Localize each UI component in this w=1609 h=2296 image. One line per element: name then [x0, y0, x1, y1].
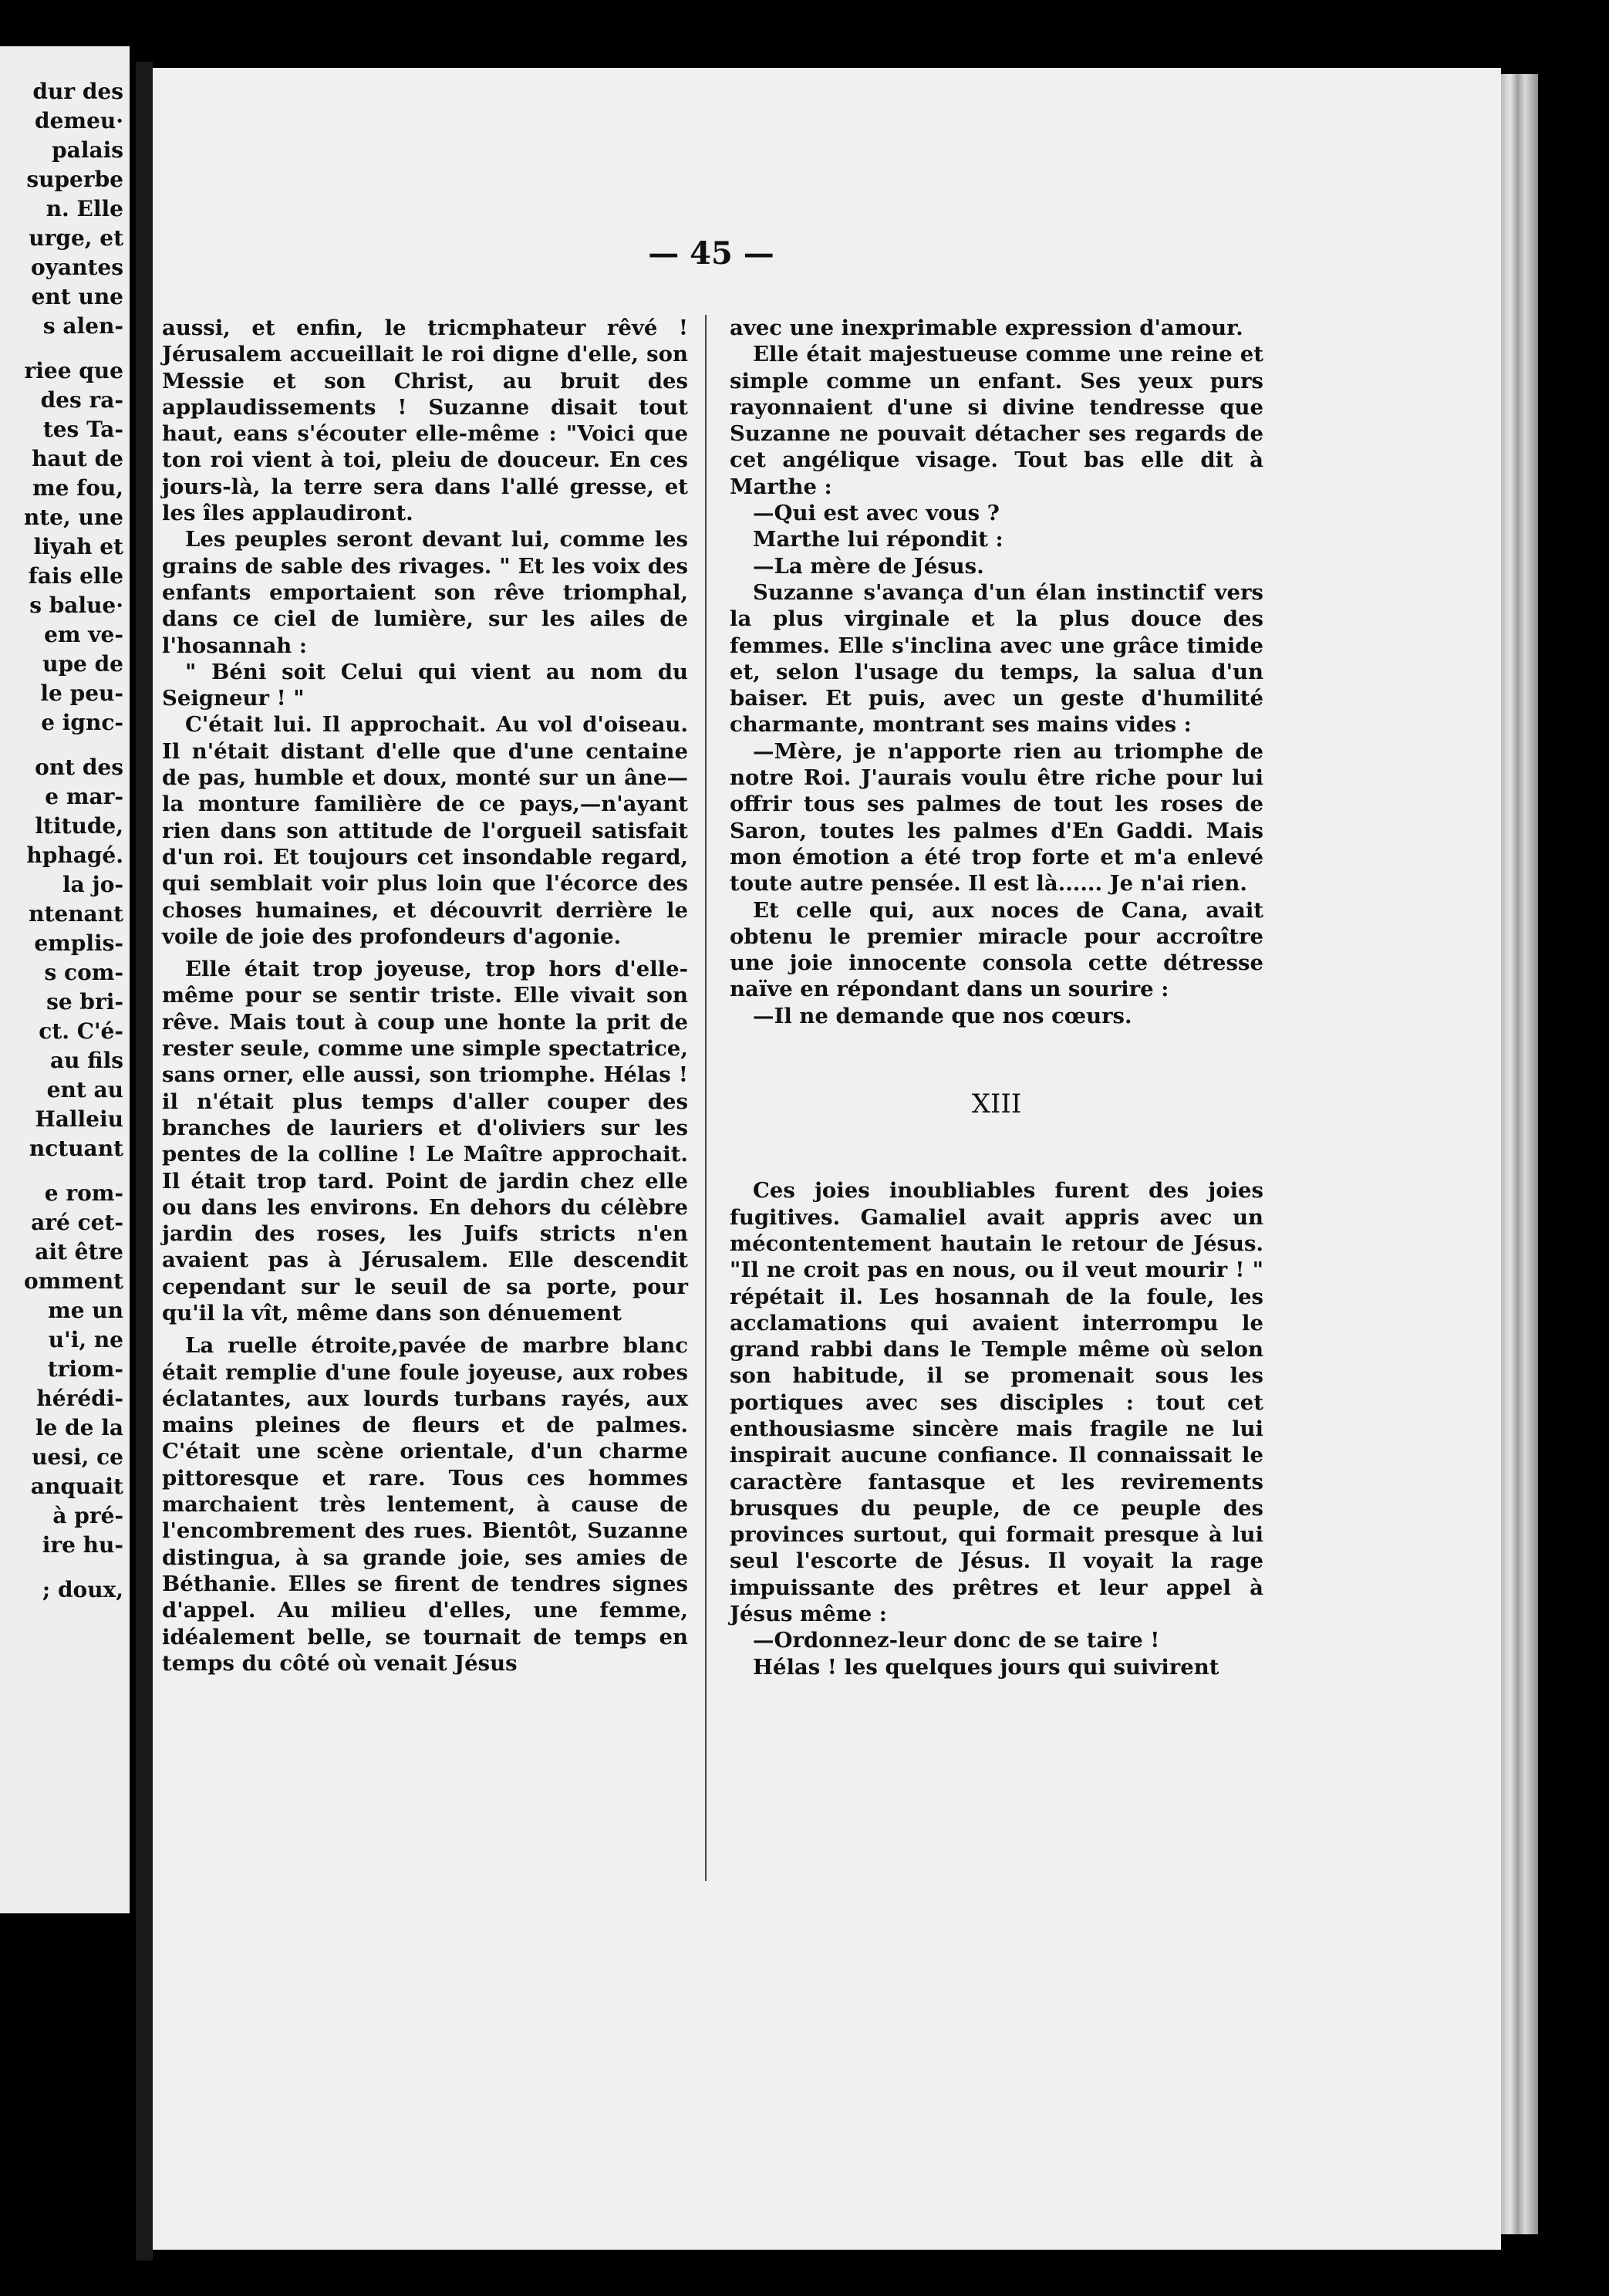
- right-column: [730, 315, 1263, 1680]
- left-column: [162, 315, 688, 1676]
- facing-page-line: urge, et: [29, 225, 123, 251]
- facing-page-line: superbe: [26, 167, 123, 192]
- paragraph: —La mère de Jésus.: [753, 553, 984, 579]
- facing-page-line: aré cet-: [31, 1210, 123, 1235]
- section-heading: XIII: [971, 1089, 1022, 1120]
- facing-page-line: hérédi-: [36, 1386, 123, 1411]
- paragraph: Suzanne s'avança d'un élan instinctif vers la plus virginale et la plus douce des femmes. Elle s'inclina avec une grâce timide et, selon l'usage du temps, la salua d'un baiser. Et puis, avec un geste d'humilité charmante, montrant ses mains vides :: [730, 579, 1263, 738]
- facing-page-line: au fils: [49, 1048, 123, 1073]
- facing-page-line: riee que: [24, 358, 123, 383]
- facing-page-line: e ignc-: [41, 710, 123, 735]
- facing-page-line: des ra-: [40, 387, 123, 413]
- facing-page-line: oyantes: [31, 255, 123, 280]
- facing-page-line: e mar-: [45, 784, 123, 809]
- facing-page-line: uesi, ce: [32, 1444, 123, 1470]
- facing-page-line: à pré-: [52, 1503, 123, 1528]
- paragraph: avec une inexprimable expression d'amour.: [730, 316, 1243, 340]
- facing-page-line: la jo-: [62, 872, 123, 897]
- facing-page-line: se bri-: [46, 989, 123, 1015]
- facing-page-line: ct. C'é-: [39, 1018, 123, 1044]
- facing-page: [0, 46, 130, 1913]
- paragraph: Hélas ! les quelques jours qui suivirent: [753, 1654, 1219, 1680]
- page-number: — 45 —: [648, 235, 774, 272]
- facing-page-line: ntenant: [29, 901, 123, 927]
- facing-page-line: anquait: [30, 1474, 123, 1499]
- paragraph: aussi, et enfin, le tricmphateur rêvé ! Jérusalem accueillait le roi digne d'elle, son Messie et son Christ, au bruit des applaudissements ! Suzanne disait tout haut, eans s'écouter elle-même : "Voici que ton roi vient à toi, pleiu de douceur. En ces jours-là, la terre sera dans l'allé gresse, et les îles applaudiront.: [162, 316, 688, 526]
- facing-page-line: liyah et: [33, 534, 123, 559]
- facing-page-line: ont des: [35, 755, 123, 780]
- facing-page-line: ent au: [46, 1077, 123, 1102]
- facing-page-line: emplis-: [34, 930, 123, 956]
- facing-page-line: le peu-: [40, 680, 123, 706]
- facing-page-line: nctuant: [29, 1136, 123, 1161]
- facing-page-line: ait être: [35, 1239, 123, 1264]
- facing-page-line: triom-: [47, 1356, 123, 1382]
- facing-page-line: me fou,: [32, 475, 123, 501]
- facing-page-line: s balue·: [29, 593, 123, 618]
- facing-page-line: dur des: [32, 79, 123, 104]
- paragraph: C'était lui. Il approchait. Au vol d'oiseau. Il n'était distant d'elle que d'une centaine de pas, humble et doux, monté sur un âne—la monture familière de ce pays,—n'ayant rien dans son attitude de l'orgueil satisfait d'un roi. Et toujours cet insondable regard, qui semblait voir plus loin que l'écorce des choses humaines, et découvrit derrière le voile de joie des profondeurs d'agonie.: [162, 712, 688, 949]
- facing-page-line: fais elle: [28, 563, 123, 589]
- paragraph: Et celle qui, aux noces de Cana, avait obtenu le premier miracle pour accroître une joie innocente consola cette détresse naïve en répondant dans un sourire :: [730, 897, 1263, 1002]
- facing-page-line: e rom-: [44, 1180, 123, 1206]
- facing-page-line: omment: [23, 1268, 123, 1294]
- facing-page-line: upe de: [42, 651, 123, 677]
- paragraph: —Ordonnez-leur donc de se taire !: [753, 1628, 1160, 1653]
- facing-page-line: n. Elle: [46, 196, 123, 221]
- paragraph: —Mère, je n'apporte rien au triomphe de notre Roi. J'aurais voulu être riche pour lui offrir tous ses palmes de tout les roses de Saron, toutes les palmes d'En Gaddi. Mais mon émotion a été trop forte et m'a enlevé toute autre pensée. Il est là...... Je n'ai rien.: [730, 738, 1263, 896]
- column-divider: [705, 315, 707, 1881]
- facing-page-line: s com-: [44, 960, 123, 985]
- paragraph: Marthe lui répondit :: [753, 527, 1004, 552]
- facing-page-line: palais: [52, 137, 123, 163]
- paragraph: " Béni soit Celui qui vient au nom du Seigneur ! ": [162, 659, 688, 711]
- paragraph: La ruelle étroite,pavée de marbre blanc était remplie d'une foule joyeuse, aux robes éclatantes, aux lourds turbans rayés, aux mains pleines de fleurs et de palmes. C'était une scène orientale, d'un charme pittoresque et rare. Tous ces hommes marchaient très lentement, à cause de l'encombrement des rues. Bientôt, Suzanne distingua, à sa grande joie, ses amies de Béthanie. Elles se firent de tendres signes d'appel. Au milieu d'elles, une femme, idéalement belle, se tournait de temps en temps du côté où venait Jésus: [162, 1333, 688, 1676]
- paragraph: —Qui est avec vous ?: [753, 501, 1000, 526]
- paragraph: Elle était majestueuse comme une reine et simple comme un enfant. Ses yeux purs rayonnaient d'une si divine tendresse que Suzanne ne pouvait détacher ses regards de cet angélique visage. Tout bas elle dit à Marthe :: [730, 342, 1263, 499]
- facing-page-line: ent une: [31, 284, 123, 309]
- paragraph: Ces joies inoubliables furent des joies fugitives. Gamaliel avait appris avec un mécontentement hautain le retour de Jésus. "Il ne croit pas en nous, ou il veut mourir ! " répétait il. Les hosannah de la foule, les acclamations qui avaient interrompu le grand rabbi dans le Temple même où selon son habitude, il se promenait sous les portiques avec ses disciples : tout cet enthousiasme sincère mais fragile ne lui inspirait aucune confiance. Il connaissait le caractère fantasque et les revirements brusques du peuple, de ce peuple des provinces surtout, qui formait presque à lui seul l'escorte de Jésus. Il voyait la rage impuissante des prêtres et leur appel à Jésus même :: [730, 1178, 1263, 1627]
- paragraph: Les peuples seront devant lui, comme les grains de sable des rivages. " Et les voix des enfants emportaient son rêve triomphal, dans ce ciel de lumière, sur les ailes de l'hosannah :: [162, 527, 688, 658]
- facing-page-line: le de la: [35, 1415, 123, 1440]
- facing-page-line: ire hu-: [42, 1532, 123, 1558]
- page-edges: [1501, 74, 1538, 2234]
- facing-page-line: Halleiu: [35, 1106, 123, 1132]
- facing-page-line: ; doux,: [42, 1577, 123, 1602]
- book-spine: [136, 62, 153, 2261]
- paragraph: —Il ne demande que nos cœurs.: [753, 1003, 1132, 1028]
- facing-page-line: u'i, ne: [48, 1327, 123, 1352]
- facing-page-line: hphagé.: [26, 842, 123, 868]
- facing-page-line: me un: [48, 1298, 123, 1323]
- facing-page-line: tes Ta-: [42, 417, 123, 442]
- facing-page-line: haut de: [32, 446, 123, 471]
- facing-page-line: ltitude,: [35, 813, 123, 839]
- facing-page-line: demeu·: [35, 108, 123, 133]
- facing-page-line: s alen-: [42, 313, 123, 339]
- paragraph: Elle était trop joyeuse, trop hors d'elle-même pour se sentir triste. Elle vivait son rêve. Mais tout à coup une honte la prit de rester seule, comme une simple spectatrice, sans orner, elle aussi, son triomphe. Hélas ! il n'était plus temps d'aller couper des branches de lauriers et d'oliviers sur les pentes de la colline ! Le Maître approchait. Il était trop tard. Point de jardin chez elle ou dans les environs. En dehors du célèbre jardin des roses, les Juifs stricts n'en avaient pas à Jérusalem. Elle descendit cependant sur le seuil de sa porte, pour qu'il la vît, même dans son dénuement: [162, 957, 688, 1325]
- facing-page-line: em ve-: [44, 622, 123, 647]
- facing-page-line: nte, une: [23, 505, 123, 530]
